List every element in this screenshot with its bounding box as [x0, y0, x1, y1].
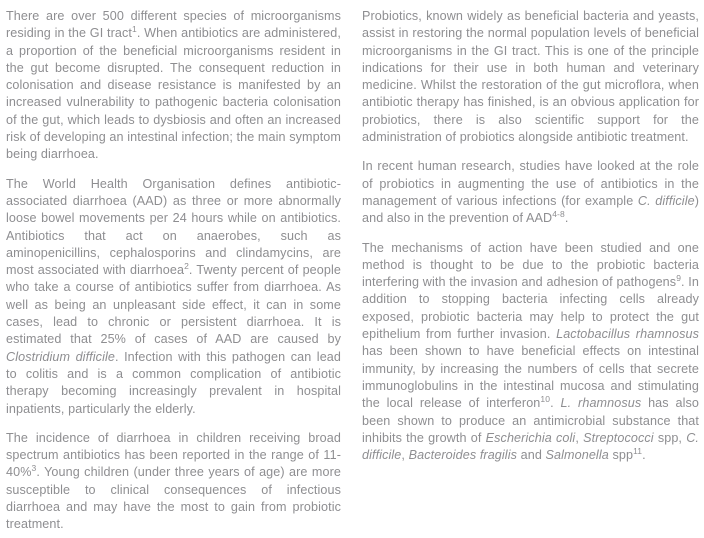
- paragraph: [362, 8, 699, 146]
- species-name: Bacteroides fragilis: [408, 448, 518, 463]
- text-segment: The World Health Organisation defines antibiotic-associated diarrhoea (AAD) as three or more abnormally loose bowel movements per 24 hours while on antibiotics. Antibiotics that act on anaerobes, such as aminopenicillins, cephalosporins and clindamycins, are most associated with diarrhoea: [6, 176, 341, 278]
- text-segment: . Infection with this pathogen can lead to colitis and is a common complication of antibiotic therapy becoming increasingly prevalent in hospital inpatients, particularly the elderly.: [6, 349, 342, 416]
- paragraph: [362, 158, 699, 227]
- reference-superscript: 9: [676, 272, 682, 283]
- species-name: Salmonella: [545, 448, 609, 463]
- text-segment: ) and also in the prevention of AAD: [362, 193, 699, 226]
- text-segment: .: [564, 211, 569, 226]
- reference-superscript: 2: [184, 260, 189, 271]
- species-name: C. difficile: [637, 193, 695, 208]
- text-segment: .: [550, 396, 561, 411]
- left-text-column: [6, 8, 341, 534]
- species-name: C. difficile: [362, 430, 700, 463]
- text-segment: Probiotics, known widely as beneficial bacteria and yeasts, assist in restoring the normal population levels of beneficial microorganisms in the GI tract. This is one of the principle indications for their use in both human and veterinary medicine. Whilst the restoration of the gut microflora, when antibiotic therapy has finished, is an obvious application for probiotics, there is also scientific support for the administration of probiotics alongside antibiotic treatment.: [362, 9, 699, 145]
- text-segment: and: [517, 448, 546, 463]
- reference-superscript: 10: [540, 394, 551, 405]
- text-segment: spp: [608, 448, 634, 463]
- paragraph: [6, 8, 341, 164]
- reference-superscript: 1: [131, 24, 137, 35]
- paragraph: [6, 176, 341, 418]
- text-segment: .: [642, 448, 646, 463]
- species-name: Clostridium difficile: [6, 349, 115, 364]
- text-segment: . Twenty percent of people who take a course of antibiotics suffer from diarrhoea. As well as being an unpleasant side effect, it can in some cases, lead to chronic or persistent diarrhoea. It is estimated that 25% of cases of AAD are caused by: [6, 263, 341, 347]
- reference-superscript: 3: [31, 463, 37, 474]
- text-segment: has also been shown to produce an antimicrobial substance that inhibits the growth of: [362, 396, 700, 445]
- text-segment: In recent human research, studies have looked at the role of probiotics in augmenting the use of antibiotics in the management of various infections (for example: [362, 159, 699, 208]
- text-segment: spp,: [653, 430, 687, 445]
- species-name: L. rhamnosus: [560, 396, 642, 411]
- text-segment: has been shown to have beneficial effects on intestinal immunity, by increasing the numbers of cells that secrete immunoglobulins in the intestinal mucosa and stimulating the local release of interferon: [362, 344, 699, 411]
- paragraph: [362, 240, 699, 465]
- text-segment: . In addition to stopping bacteria infecting cells already exposed, probiotic bacteria may help to protect the gut epithelium from further invasion.: [362, 275, 700, 342]
- text-segment: . When antibiotics are administered, a proportion of the beneficial microorganisms resident in the gut become disrupted. The consequent reduction in colonisation and disease resistance is manifested by an increased vulnerability to pathogenic bacteria colonisation of the gut, which leads to dysbiosis and often an increased risk of developing an intestinal infection; the main symptom being diarrhoea.: [6, 26, 342, 162]
- species-name: Escherichia coli: [485, 430, 576, 445]
- reference-superscript: 4-8: [552, 209, 565, 220]
- text-segment: ,: [575, 430, 584, 445]
- reference-superscript: 11: [633, 445, 643, 456]
- text-segment: There are over 500 different species of microorganisms residing in the GI tract: [6, 9, 341, 41]
- paragraph: [6, 430, 341, 534]
- text-segment: The mechanisms of action have been studied and one method is thought to be due to the probiotic bacteria interfering with the invasion and adhesion of pathogens: [362, 240, 699, 290]
- text-segment: The incidence of diarrhoea in children receiving broad spectrum antibiotics has been reported in the range of 11-40%: [6, 430, 341, 480]
- species-name: Lactobacillus rhamnosus: [556, 327, 699, 342]
- text-segment: . Young children (under three years of age) are more susceptible to clinical consequences of infectious diarrhoea and may have the most to gain from probiotic treatment.: [6, 465, 341, 532]
- text-segment: ,: [401, 448, 409, 463]
- species-name: Streptococci: [583, 430, 654, 445]
- right-text-column: [362, 8, 699, 534]
